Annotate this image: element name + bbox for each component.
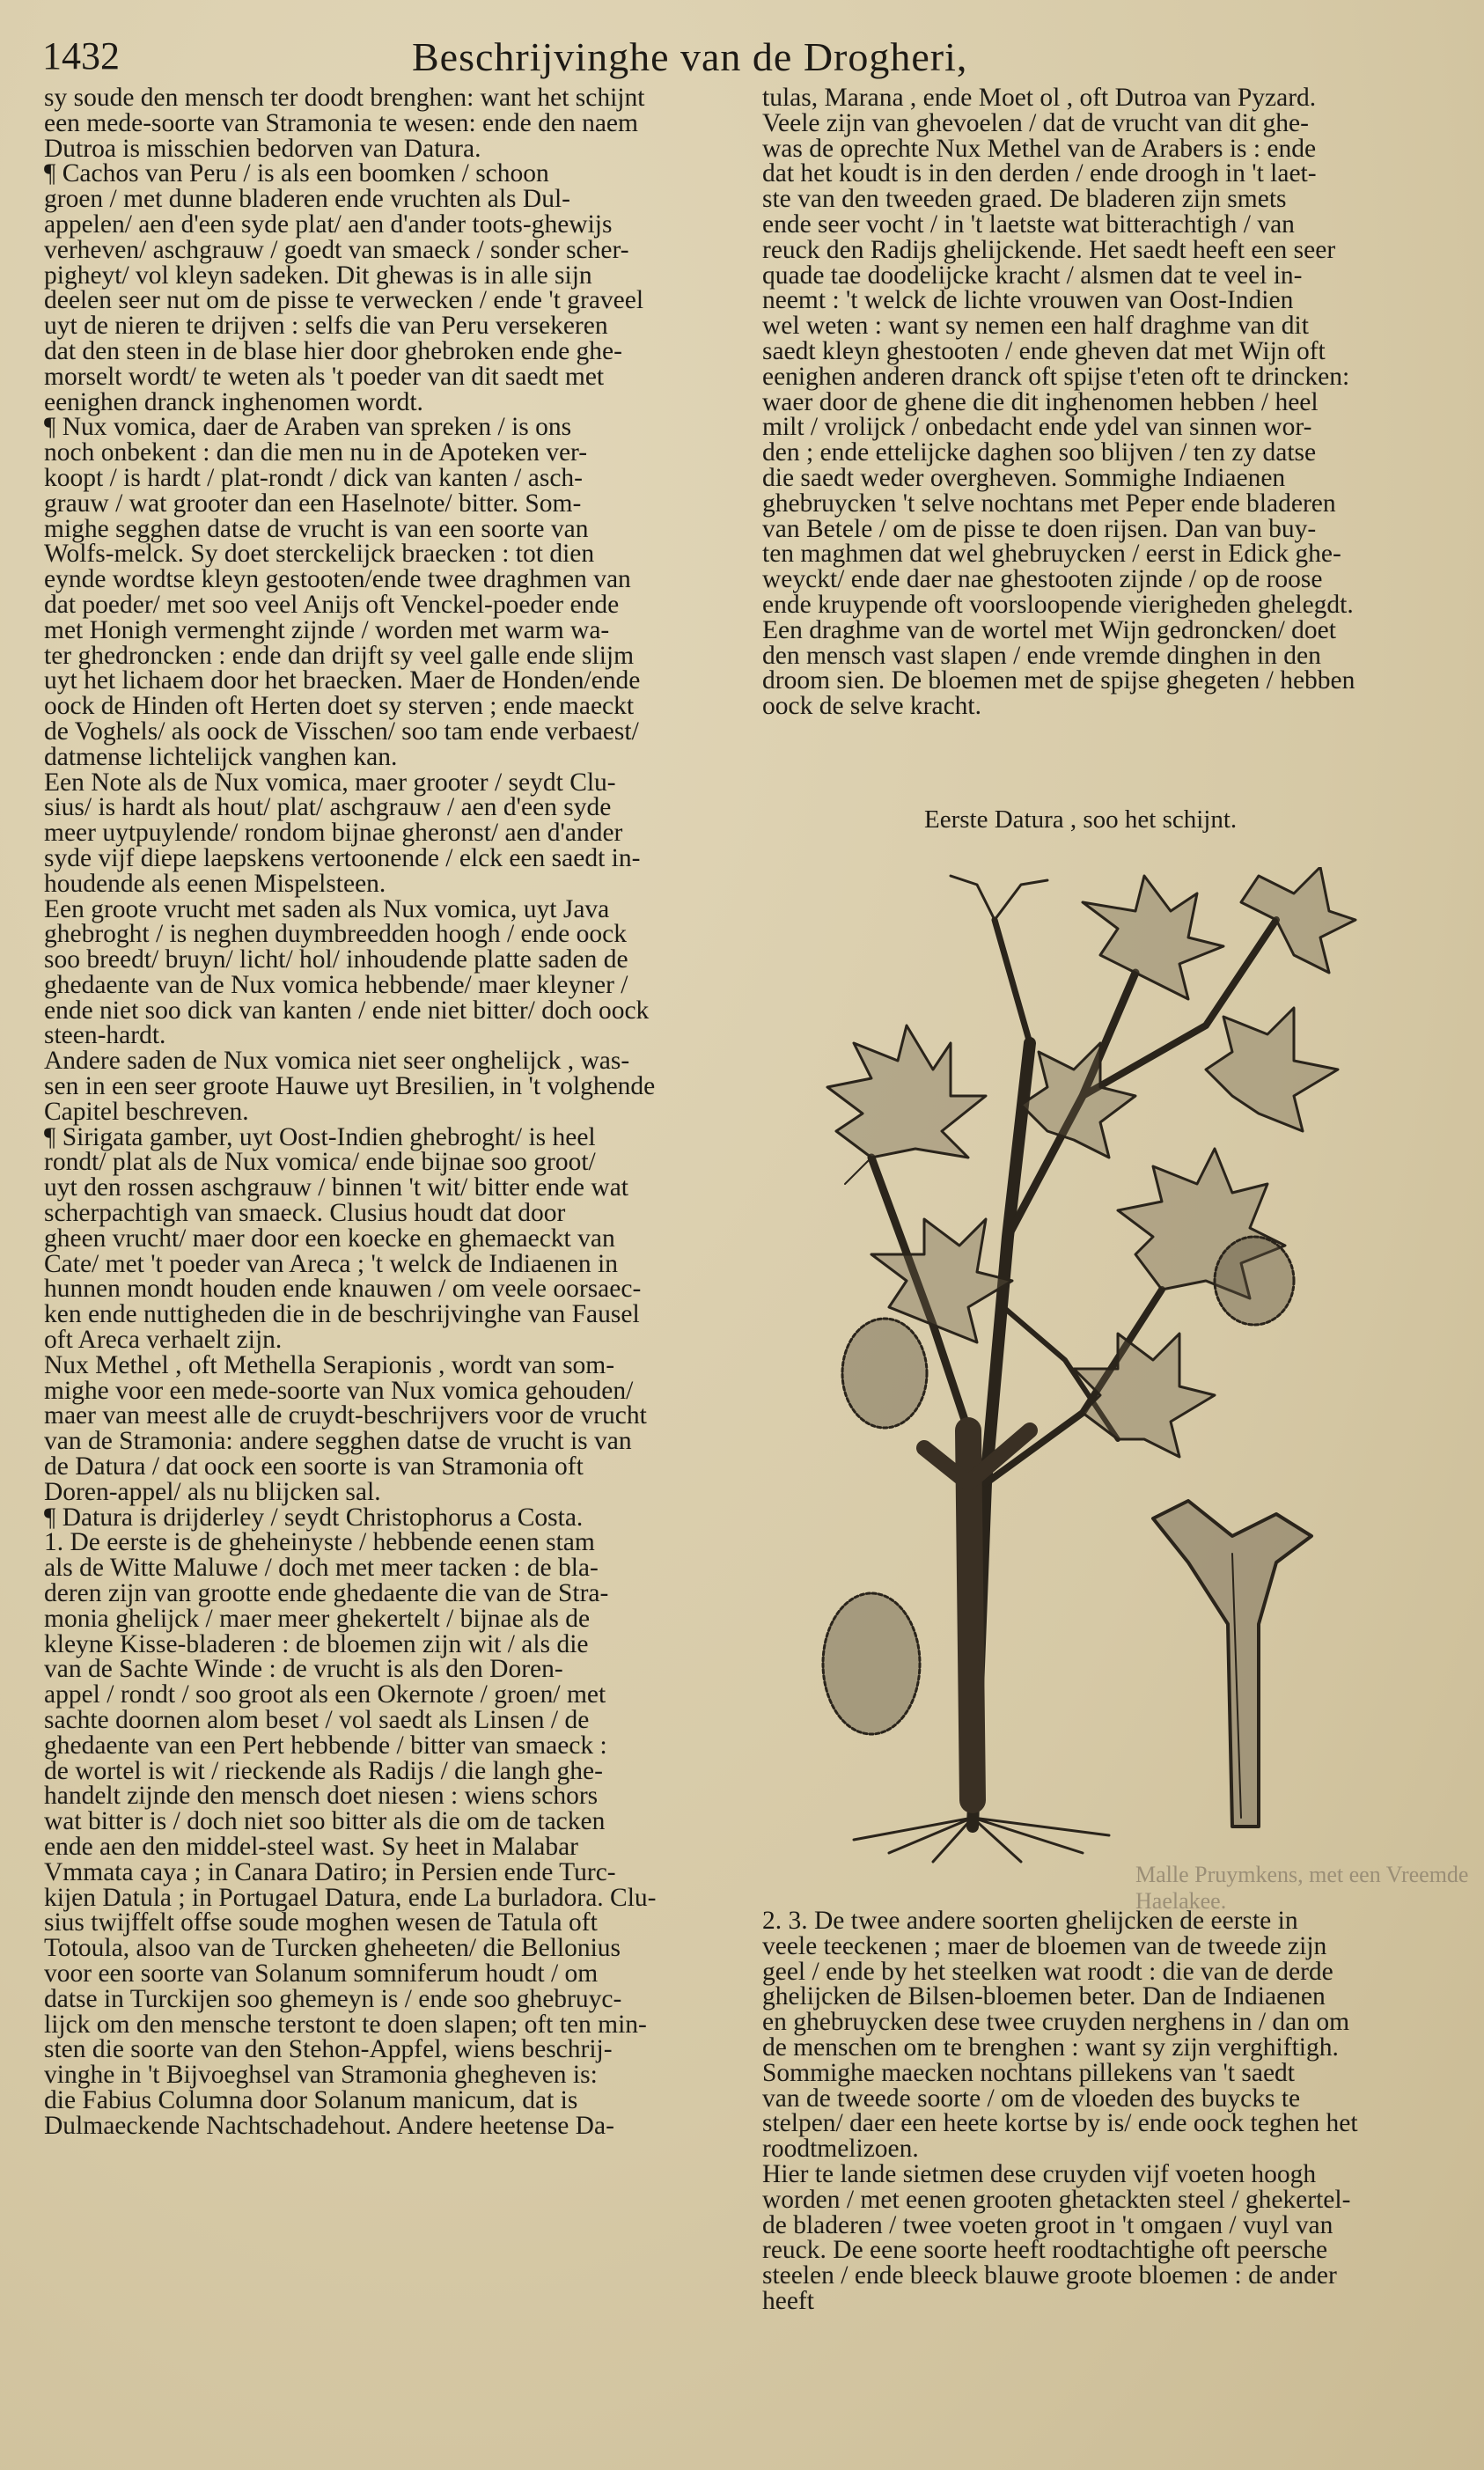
text-line: een mede-soorte van Stramonia te wesen: ende den naem [44,108,638,137]
text-line: eenighen dranck inghenomen wordt. [44,387,423,416]
text-line: den mensch vast slapen / ende vremde dinghen in den [762,641,1321,670]
text-line: was de oprechte Nux Methel van de Arabers is : ende [762,134,1317,163]
text-line: ¶ Datura is drijderley / seydt Christophorus a Costa. [44,1503,584,1532]
text-line: ghebruycken 't selve nochtans met Peper ende bladeren [762,489,1336,518]
text-line: ende kruypende oft voorsloopende vierigheden ghelegdt. [762,590,1354,619]
text-line: Wolfs-melck. Sy doet sterckelijck braecken : tot dien [44,540,595,569]
text-line: Een draghme van de wortel met Wijn gedroncken/ doet [762,615,1336,644]
page-number: 1432 [42,34,120,77]
text-line: 2. 3. De twee andere soorten ghelijcken de eerste in [762,1907,1298,1935]
text-line: dat het koudt is in den derden / ende droogh in 't laet- [762,159,1317,188]
text-line: ghelijcken de Bilsen-bloemen beter. Dan de Indiaenen [762,1982,1326,2011]
text-line: scherpachtigh van smaeck. Clusius houdt dat door [44,1199,566,1228]
text-line: Dulmaeckende Nachtschadehout. Andere heetense Da- [44,2111,614,2140]
text-line: die Fabius Columna door Solanum manicum, dat is [44,2085,578,2114]
text-line: en ghebruycken dese twee cruyden nerghens in / dan om [762,2008,1350,2037]
text-line: datmense lichtelijck vanghen kan. [44,742,398,771]
text-line: Doren-appel/ als nu blijcken sal. [44,1477,381,1506]
text-line: datse in Turckijen soo ghemeyn is / ende soo ghebruyc- [44,1984,622,2013]
left-text-column [44,85,722,2139]
text-line: steen-hardt. [44,1021,166,1050]
text-line: rondt/ plat als de Nux vomica/ ende bijnae soo groot/ [44,1148,596,1177]
text-line: morselt wordt/ te weten als 't poeder van dit saedt met [44,362,605,391]
text-line: steelen / ende bleeck blauwe groote bloemen : de ander [762,2261,1337,2290]
text-line: quade tae doodelijcke kracht / alsmen dat te veel in- [762,261,1303,290]
text-line: kijen Datula ; in Portugael Datura, ende La burladora. Clu- [44,1883,657,1912]
text-line: 1. De eerste is de gheheinyste / hebbende eenen stam [44,1528,595,1557]
text-line: stelpen/ daer een heete kortse by is/ ende oock teghen het [762,2109,1358,2138]
text-line: monia ghelijck / maer meer ghekertelt / bijnae als de [44,1604,591,1633]
text-line: ¶ Cachos van Peru / is als een boomken / schoon [44,159,549,188]
text-line: Veele zijn van ghevoelen / dat de vrucht van dit ghe- [762,108,1309,137]
text-line: reuck den Radijs ghelijckende. Het saedt heeft een seer [762,235,1336,264]
text-line: oft Areca verhaelt zijn. [44,1326,283,1355]
text-line: ghedaente van de Nux vomica hebbende/ maer kleyner / [44,970,628,999]
text-line: ghebroght / is neghen duymbreedden hoogh / ende oock [44,920,627,949]
text-line: de wortel is wit / rieckende als Radijs / die langh ghe- [44,1756,603,1785]
text-line: den ; ende ettelijcke daghen soo blijven / ten zy datse [762,438,1317,467]
text-line: neemt : 't welck de lichte vrouwen van Oost-Indien [762,286,1294,315]
text-line: de bladeren / twee voeten groot in 't omgaen / vuyl van [762,2210,1333,2239]
text-line: heeft [762,2286,814,2315]
text-line: Andere saden de Nux vomica niet seer onghelijck , was- [44,1047,630,1076]
text-line: ghedaente van een Pert hebbende / bitter van smaeck : [44,1731,607,1760]
text-line: syde vijf diepe laepskens vertoonende / elck een saedt in- [44,843,641,872]
text-line: ter ghedroncken : ende dan drijft sy veel galle ende slijm [44,641,635,670]
text-line: van de Stramonia: andere segghen datse de vrucht is van [44,1427,632,1456]
text-line: van de tweede soorte / om de vloeden des buycks te [762,2084,1301,2113]
text-line: de Voghels/ als oock de Visschen/ soo tam ende verbaest/ [44,717,639,746]
text-line: Sommighe maecken nochtans pillekens van 't saedt [762,2058,1295,2087]
text-line: ten maghmen dat wel ghebruycken / eerst in Edick ghe- [762,540,1341,569]
text-line: sius/ is hardt als hout/ plat/ aschgrauw / aen d'een syde [44,793,612,822]
text-line: van Betele / om de pisse te doen rijsen. Dan van buy- [762,514,1317,543]
text-line: dat poeder/ met soo veel Anijs oft Venckel-poeder ende [44,590,620,619]
text-line: ken ende nuttigheden die in de beschrijvinghe van Fausel [44,1300,640,1329]
text-line: grauw / wat grooter dan een Haselnote/ bitter. Som- [44,489,582,518]
datura-plant-woodcut [819,867,1364,1871]
text-line: lijck om den mensche terstont te doen slapen; oft ten min- [44,2010,647,2039]
text-line: kleyne Kisse-bladeren : de bloemen zijn wit / als die [44,1629,589,1658]
text-line: uyt het lichaem door het braecken. Maer de Honden/ende [44,666,641,695]
text-line: uyt de nieren te drijven : selfs die van Peru versekeren [44,312,608,341]
text-line: mighe voor een mede-soorte van Nux vomica gehouden/ [44,1376,634,1405]
text-line: verheven/ aschgrauw / goedt van smaeck / sonder scher- [44,235,629,264]
text-line: de Datura / dat oock een soorte is van Stramonia oft [44,1452,584,1481]
text-line: de menschen om te brenghen : want sy zijn verghiftigh. [762,2033,1339,2062]
text-line: milt / vrolijck / onbedacht ende ydel van sinnen wor- [762,413,1312,442]
text-line: ste van den tweeden graed. De bladeren zijn smets [762,185,1287,214]
text-line: met Honigh vermenght zijnde / worden met warm wa- [44,615,610,644]
text-line: sachte doornen alom beset / vol saedt als Linsen / de [44,1706,590,1734]
text-line: houdende als eenen Mispelsteen. [44,869,386,898]
page-header [42,33,1442,86]
text-line: deelen seer nut om de pisse te verwecken / ende 't graveel [44,286,644,315]
text-line: ende niet soo dick van kanten / ende niet bitter/ doch oock [44,996,650,1025]
text-line: eynde wordtse kleyn gestooten/ende twee draghmen van [44,565,631,594]
running-title: Beschrijvinghe van de Drogheri, [412,34,968,79]
text-line: als de Witte Maluwe / doch met meer tacken : de bla- [44,1554,599,1583]
text-line: eenighen anderen dranck oft spijse t'eten oft te drincken: [762,362,1350,391]
text-line: ende seer vocht / in 't laetste wat bitterachtigh / van [762,210,1295,239]
text-line: pigheyt/ vol kleyn sadeken. Dit ghewas is in alle sijn [44,261,592,290]
text-line: saedt kleyn ghestooten / ende gheven dat met Wijn oft [762,336,1326,365]
text-line: hunnen mondt houden ende knauwen / om veele oorsaec- [44,1275,642,1304]
text-line: uyt den rossen aschgrauw / binnen 't wit/ bitter ende wat [44,1173,628,1202]
text-line: maer van meest alle de cruydt-beschrijvers voor de vrucht [44,1401,647,1430]
text-line: sen in een seer groote Hauwe uyt Bresilien, in 't volghende [44,1072,656,1101]
text-line: sy soude den mensch ter doodt brenghen: want het schijnt [44,84,645,112]
text-line: van de Sachte Winde : de vrucht is als den Doren- [44,1655,563,1684]
text-line: droom sien. De bloemen met de spijse ghegeten / hebben [762,666,1355,695]
text-line: vinghe in 't Bijvoeghsel van Stramonia ghegheven is: [44,2061,598,2090]
text-line: gheen vrucht/ maer door een koecke en ghemaeckt van [44,1224,615,1253]
text-line: appel / rondt / soo groot als een Okernote / groen/ met [44,1680,606,1709]
text-line: appelen/ aen d'een syde plat/ aen d'ander toots-ghewijs [44,210,613,239]
text-line: waer door de ghene die dit inghenomen hebben / heel [762,387,1319,416]
text-line: geel / ende by het steelken wat roodt : die van de derde [762,1957,1333,1986]
text-line: meer uytpuylende/ rondom bijnae gheronst/ aen d'ander [44,819,623,848]
text-line: dat den steen in de blase hier door ghebroken ende ghe- [44,336,622,365]
text-line: Cate/ met 't poeder van Areca ; 't welck de Indiaenen in [44,1249,618,1278]
text-line: Dutroa is misschien bedorven van Datura. [44,134,481,163]
faint-caption: Malle Pruymkens, met een Vreemde Haelakee. [1135,1862,1469,1914]
text-line: ¶ Nux vomica, daer de Araben van spreken / is ons [44,413,572,442]
text-line: ¶ Sirigata gamber, uyt Oost-Indien ghebroght/ is heel [44,1122,596,1151]
text-line: oock de Hinden oft Herten doet sy sterven ; ende maeckt [44,692,635,721]
text-line: voor een soorte van Solanum somniferum houdt / om [44,1959,599,1988]
text-line: Capitel beschreven. [44,1097,249,1126]
text-line: handelt zijnde den mensch doet niesen : wiens schors [44,1782,599,1811]
right-text-column-top [762,85,1440,719]
text-line: sten die soorte van den Stehon-Appfel, wiens beschrij- [44,2035,613,2064]
text-line: oock de selve kracht. [762,692,982,721]
text-line: Vmmata caya ; in Canara Datiro; in Persien ende Turc- [44,1857,616,1886]
text-line: ende aen den middel-steel wast. Sy heet in Malabar [44,1832,578,1861]
figure-caption: Eerste Datura , soo het schijnt. [924,805,1238,834]
text-line: noch onbekent : dan die men nu in de Apoteken ver- [44,438,588,467]
text-line: tulas, Marana , ende Moet ol , oft Dutroa van Pyzard. [762,84,1317,112]
text-line: sius twijffelt offse soude moghen wesen de Tatula oft [44,1908,598,1937]
text-line: Hier te lande sietmen dese cruyden vijf voeten hoogh [762,2159,1317,2188]
text-line: die saedt weder overgheven. Sommighe Indiaenen [762,463,1286,492]
text-line: deren zijn van grootte ende ghedaente die van de Stra- [44,1579,609,1608]
text-line: roodtmelizoen. [762,2135,919,2164]
text-line: mighe segghen datse de vrucht is van een soorte van [44,514,589,543]
text-line: koopt / is hardt / plat-rondt / dick van kanten / asch- [44,463,583,492]
text-line: Een Note als de Nux vomica, maer grooter / seydt Clu- [44,768,616,797]
right-text-column-bottom [762,1908,1440,2314]
text-line: wat bitter is / doch niet soo bitter als die om de tacken [44,1807,606,1836]
text-line: wel weten : want sy nemen een half draghme van dit [762,312,1309,341]
text-line: worden / met eenen grooten ghetackten steel / ghekertel- [762,2185,1351,2214]
text-line: reuck. De eene soorte heeft roodtachtighe oft peersche [762,2236,1328,2265]
text-line: groen / met dunne bladeren ende vruchten als Dul- [44,185,570,214]
text-line: soo breedt/ bruyn/ licht/ hol/ inhoudende platte saden de [44,945,628,974]
text-line: veele teeckenen ; maer de bloemen van de tweede zijn [762,1931,1327,1960]
text-line: Een groote vrucht met saden als Nux vomica, uyt Java [44,894,610,923]
text-line: Totoula, alsoo van de Turcken gheheeten/ die Bellonius [44,1934,621,1963]
text-line: weyckt/ ende daer nae ghestooten zijnde / op de roose [762,565,1323,594]
text-line: Nux Methel , oft Methella Serapionis , wordt van som- [44,1350,615,1379]
